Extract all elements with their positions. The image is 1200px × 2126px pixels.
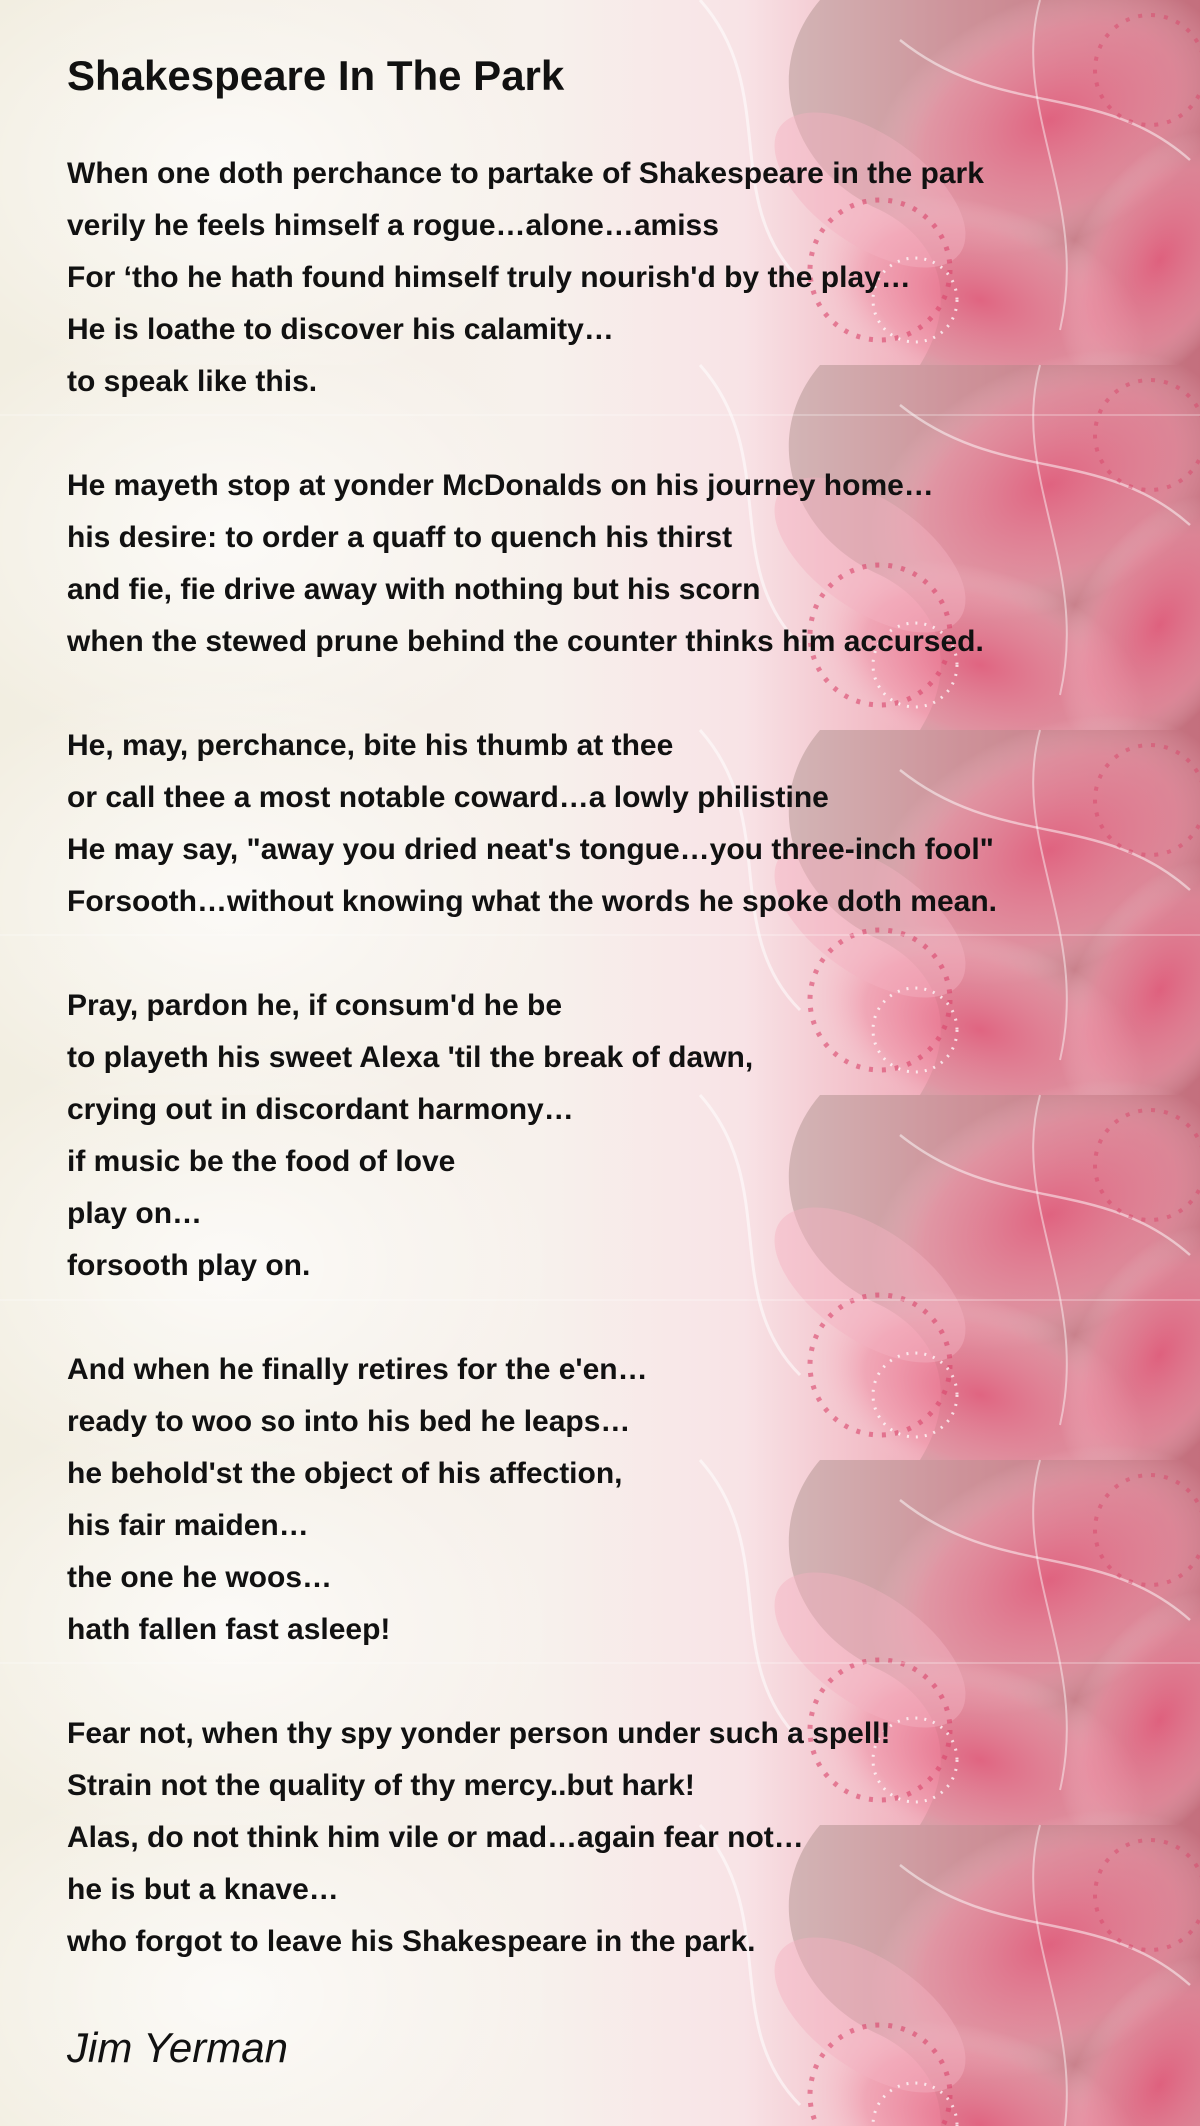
poem-line: For ‘tho he hath found himself truly nourish'd by the play… [67,261,911,294]
poem-line: his desire: to order a quaff to quench his thirst [67,521,733,554]
poem-line: he is but a knave… [67,1873,339,1906]
poem-line: He may say, "away you dried neat's tongue…you three-inch fool" [67,833,994,866]
poem-line: Strain not the quality of thy mercy..but hark! [67,1769,695,1802]
poem-line: when the stewed prune behind the counter thinks him accursed. [67,625,984,658]
poem-line: play on… [67,1197,203,1230]
poem-line: He mayeth stop at yonder McDonalds on his journey home… [67,469,934,502]
poem-line: or call thee a most notable coward…a lowly philistine [67,781,829,814]
poem-line: When one doth perchance to partake of Shakespeare in the park [67,157,984,190]
poem-line: forsooth play on. [67,1249,311,1282]
poem-line: hath fallen fast asleep! [67,1613,391,1646]
poem-line: crying out in discordant harmony… [67,1093,574,1126]
poem-line: And when he finally retires for the e'en… [67,1353,648,1386]
poem-line: he behold'st the object of his affection, [67,1457,623,1490]
poem-line: Forsooth…without knowing what the words he spoke doth mean. [67,885,997,918]
poem-line: ready to woo so into his bed he leaps… [67,1405,631,1438]
poem-line: verily he feels himself a rogue…alone…amiss [67,209,719,242]
poem-line: He, may, perchance, bite his thumb at thee [67,729,674,762]
poem-line: Fear not, when thy spy yonder person under such a spell! [67,1717,891,1750]
poem-line: He is loathe to discover his calamity… [67,313,614,346]
poem-line: the one he woos… [67,1561,333,1594]
poem-line: and fie, fie drive away with nothing but his scorn [67,573,761,606]
poem-line: his fair maiden… [67,1509,309,1542]
poem-author: Jim Yerman [67,2024,288,2071]
poem-title: Shakespeare In The Park [67,52,565,99]
poem-line: to playeth his sweet Alexa 'til the break of dawn, [67,1041,754,1074]
poem-line: to speak like this. [67,365,318,398]
poem-line: Pray, pardon he, if consum'd he be [67,989,562,1022]
poem-line: Alas, do not think him vile or mad…again fear not… [67,1821,804,1854]
poem-line: who forgot to leave his Shakespeare in the park. [67,1925,756,1958]
poem-line: if music be the food of love [67,1145,456,1178]
